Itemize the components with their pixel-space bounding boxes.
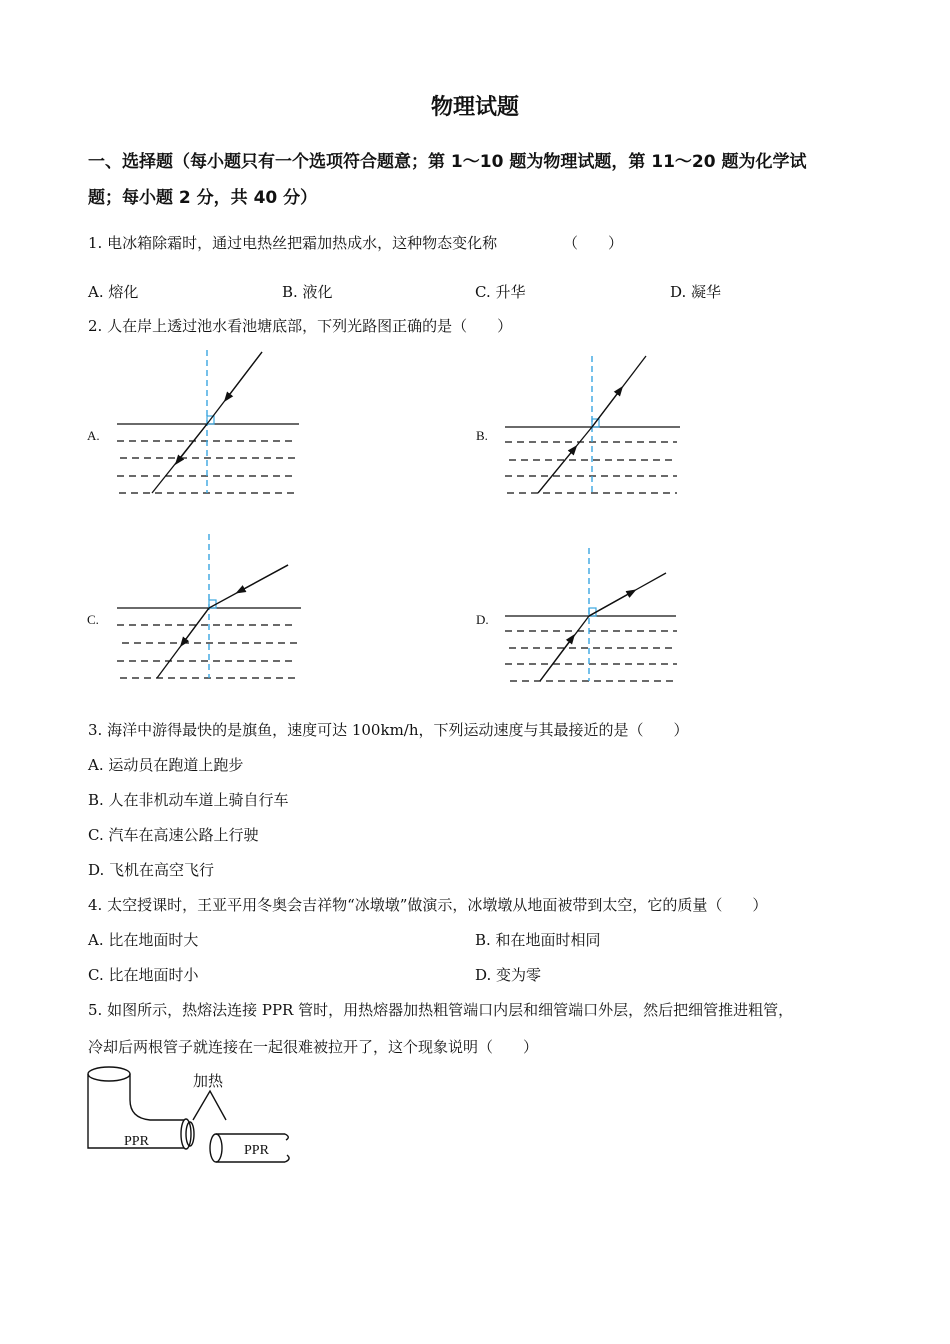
q3-stem: 3. 海洋中游得最快的是旗鱼，速度可达 100km/h，下列运动速度与其最接近的是（ ） — [88, 721, 689, 739]
q2-label-a: A. — [87, 428, 100, 443]
q1-paren: （ ） — [563, 234, 624, 252]
q1-stem: 1. 电冰箱除霜时，通过电热丝把霜加热成水，这种物态变化称 — [88, 234, 498, 252]
diagram-d — [505, 548, 677, 681]
q2-label-b: B. — [476, 428, 488, 443]
q4-option-b: B. 和在地面时相同 — [475, 931, 601, 949]
q4-stem: 4. 太空授课时，王亚平用冬奥会吉祥物“冰墩墩”做演示，冰墩墩从地面被带到太空，它的质量（ ） — [88, 896, 768, 914]
diagram-c — [117, 534, 301, 678]
q3-option-b: B. 人在非机动车道上骑自行车 — [88, 791, 289, 809]
q1-option-b: B. 液化 — [282, 283, 333, 301]
q2-label-c: C. — [87, 612, 99, 627]
q1-option-d: D. 凝华 — [670, 283, 722, 301]
q2-stem: 2. 人在岸上透过池水看池塘底部，下列光路图正确的是（ ） — [88, 317, 513, 335]
q4-option-c: C. 比在地面时小 — [88, 966, 199, 984]
q4-option-d: D. 变为零 — [475, 966, 542, 984]
diagram-a — [117, 350, 299, 493]
q3-option-a: A. 运动员在跑道上跑步 — [88, 756, 244, 774]
q3-option-c: C. 汽车在高速公路上行驶 — [88, 826, 259, 844]
page-title: 物理试题 — [430, 95, 519, 120]
heat-label: 加热 — [193, 1072, 224, 1090]
pipe-label-thick: PPR — [124, 1134, 149, 1149]
diagram-b — [505, 356, 680, 493]
q4-option-a: A. 比在地面时大 — [88, 931, 199, 949]
section-heading-line1: 一、选择题（每小题只有一个选项符合题意；第 1～10 题为物理试题，第 11～20 题为化学试 — [88, 152, 807, 172]
q2-label-d: D. — [476, 612, 489, 627]
q3-option-d: D. 飞机在高空飞行 — [88, 861, 215, 879]
q1-option-a: A. 熔化 — [88, 283, 139, 301]
q1-option-c: C. 升华 — [475, 283, 526, 301]
pipe-label-thin: PPR — [244, 1143, 269, 1158]
q5-stem-line1: 5. 如图所示，热熔法连接 PPR 管时，用热熔器加热粗管端口内层和细管端口外层，然后把细管推进粗管， — [88, 1001, 794, 1019]
section-heading-line2: 题；每小题 2 分，共 40 分） — [88, 188, 318, 208]
q5-stem-line2: 冷却后两根管子就连接在一起很难被拉开了，这个现象说明（ ） — [88, 1038, 539, 1056]
